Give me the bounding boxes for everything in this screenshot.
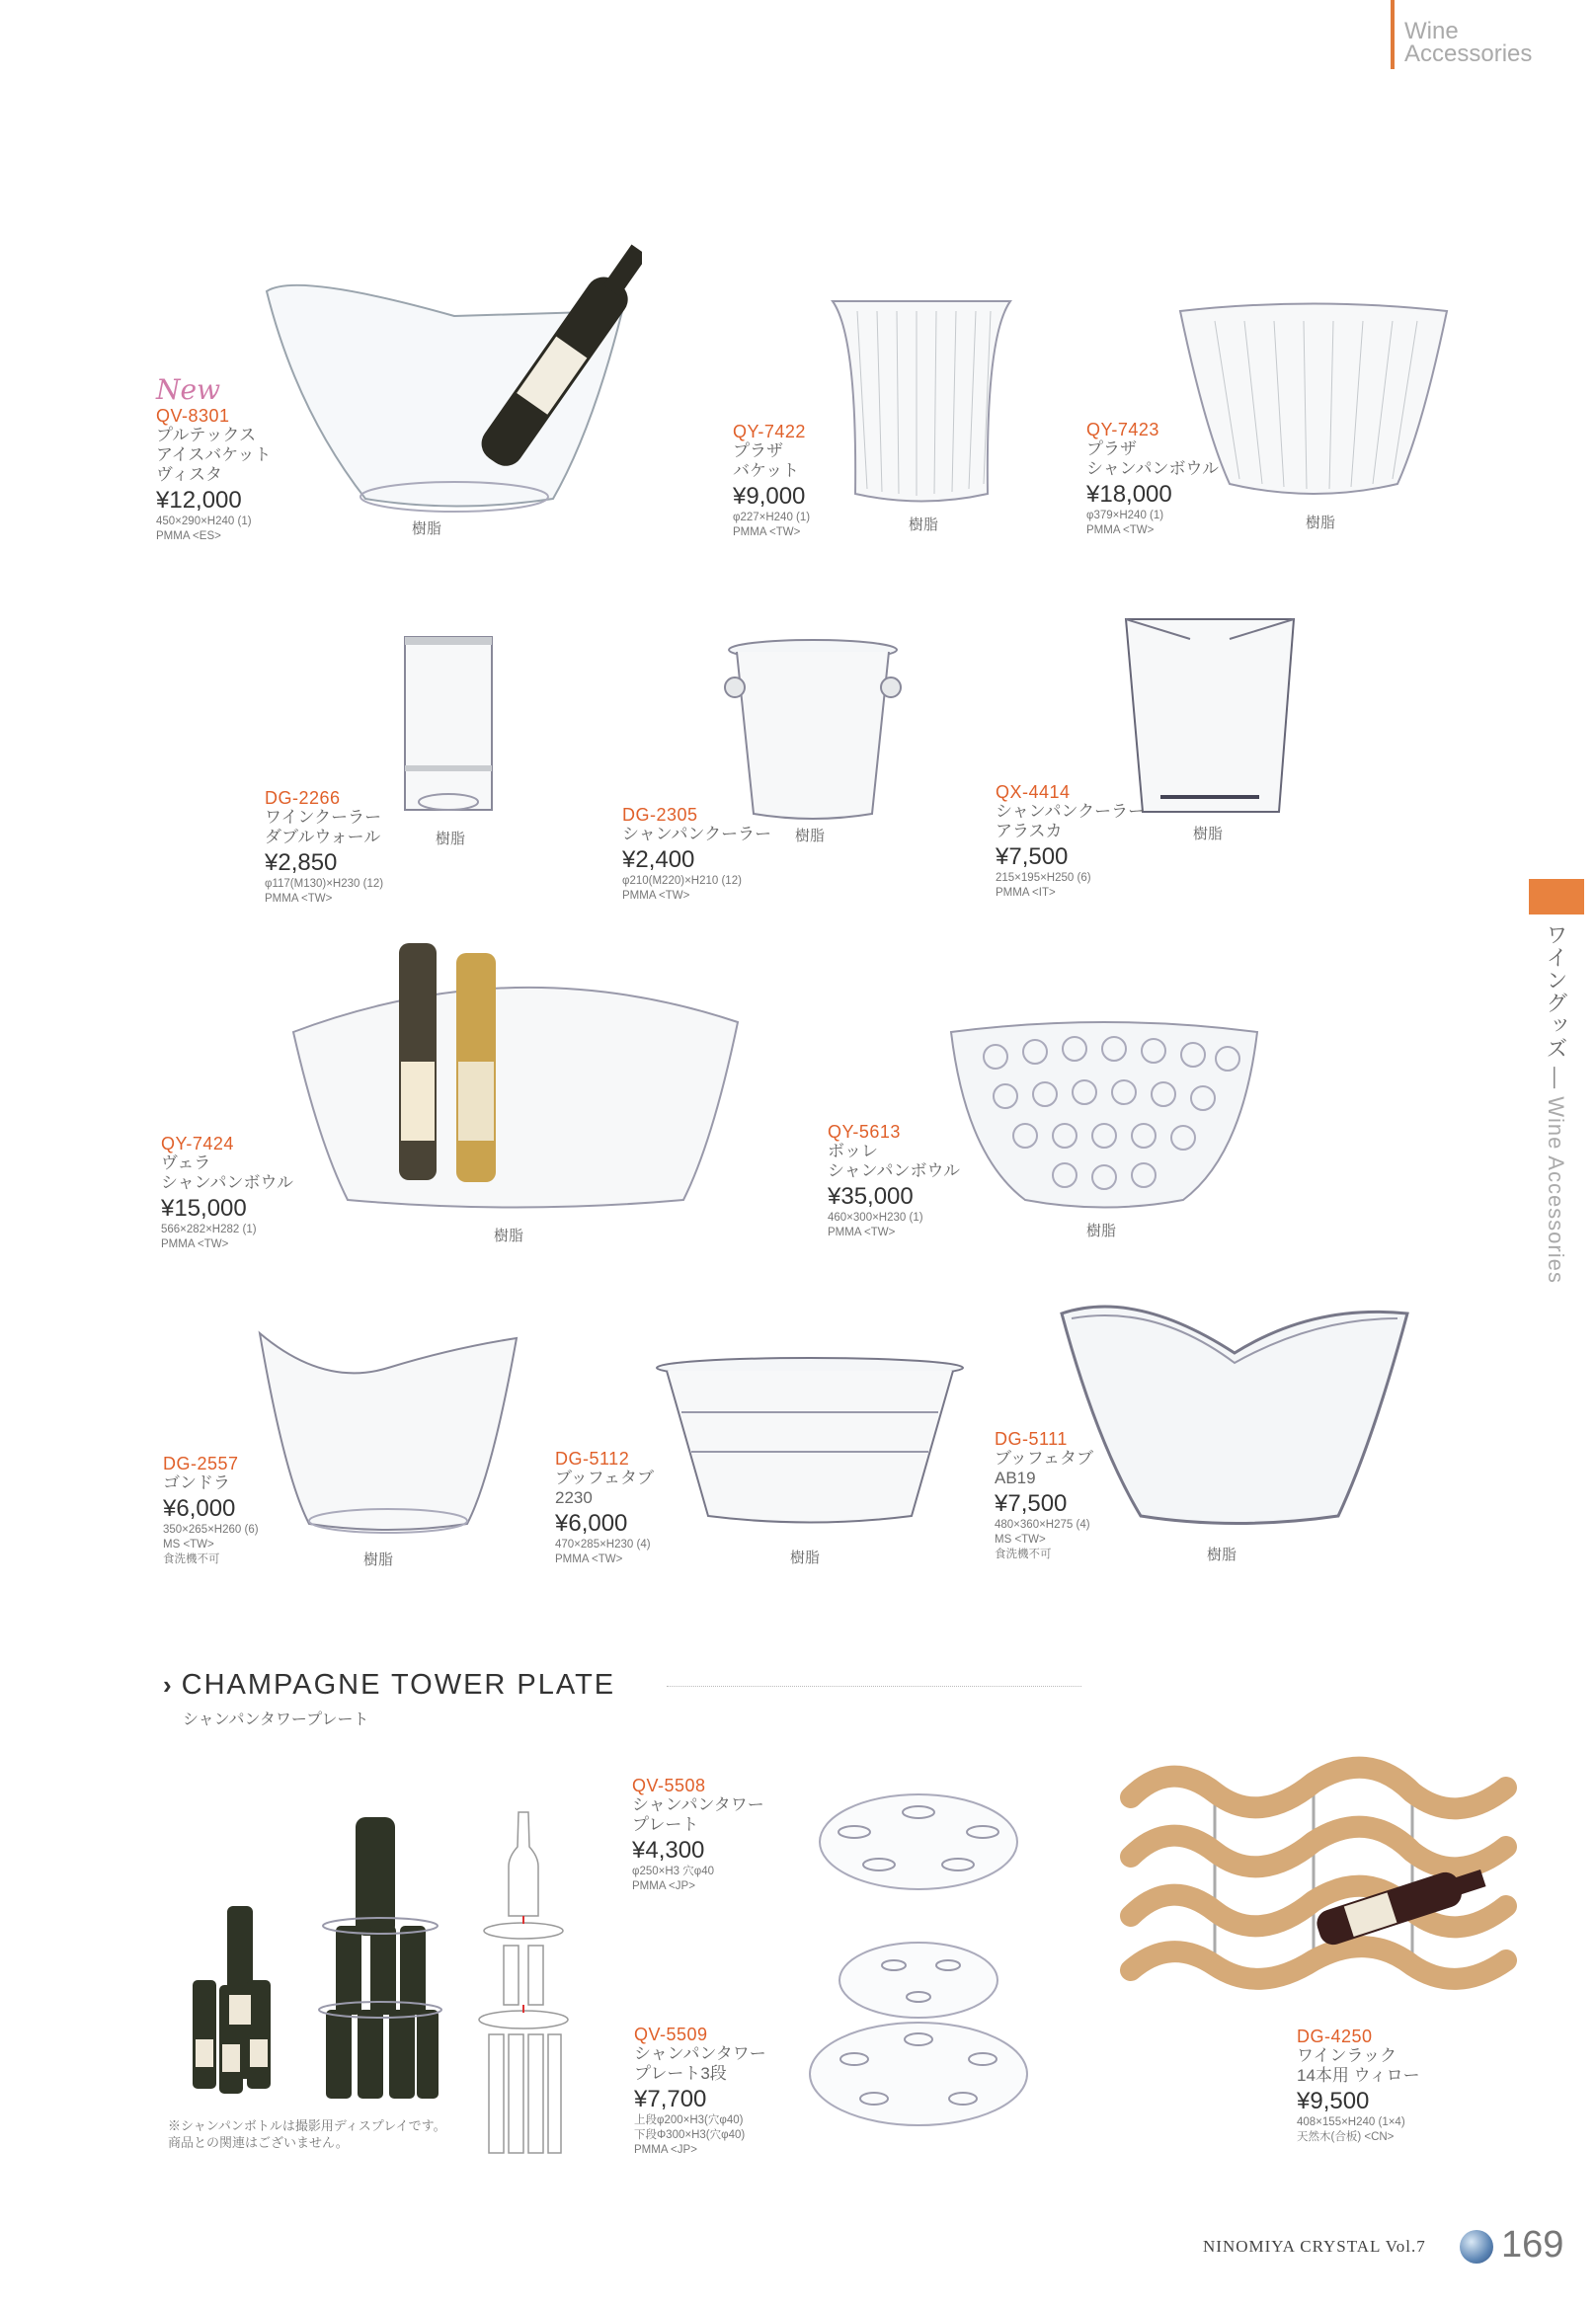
material-label: 樹脂 xyxy=(790,1550,821,1566)
product-code: QV-5508 xyxy=(632,1776,706,1795)
product-price: ¥7,500 xyxy=(996,843,1069,870)
tower-plate-3tier-image xyxy=(805,1936,1032,2133)
product-dg5111 xyxy=(995,1429,1093,1562)
product-spec: 215×195×H250 (6) PMMA <IT> xyxy=(996,872,1091,899)
product-qy5613 xyxy=(828,1122,960,1240)
product-spec: 566×282×H282 (1) PMMA <TW> xyxy=(161,1224,257,1250)
header-line-1: Wine xyxy=(1404,18,1459,44)
product-qy7424 xyxy=(161,1134,293,1252)
product-price: ¥7,700 xyxy=(634,2086,707,2112)
product-code: QY-7424 xyxy=(161,1134,234,1154)
material-label: 樹脂 xyxy=(494,1228,524,1244)
product-name: ブッフェタブ 2230 xyxy=(555,1469,654,1507)
product-price: ¥2,400 xyxy=(622,846,695,873)
product-price: ¥4,300 xyxy=(632,1837,705,1864)
material-label: 樹脂 xyxy=(412,520,442,537)
gondola-bucket-image xyxy=(255,1328,521,1536)
header-line-2: Accessories xyxy=(1404,40,1533,67)
side-index-tab xyxy=(1529,879,1584,915)
product-code: DG-2266 xyxy=(265,788,341,808)
footer-brand: NINOMIYA CRYSTAL Vol.7 xyxy=(1203,2237,1426,2256)
material-label: 樹脂 xyxy=(1086,1223,1117,1239)
product-spec: φ227×H240 (1) PMMA <TW> xyxy=(733,512,811,538)
product-code: DG-5112 xyxy=(555,1449,630,1469)
product-spec: φ250×H3 穴φ40 PMMA <JP> xyxy=(632,1866,715,1892)
display-note: ※シャンパンボトルは撮影用ディスプレイです。 商品との関連はございません。 xyxy=(168,2118,446,2150)
product-name: シャンパンタワー プレート3段 xyxy=(634,2044,766,2083)
product-name: ブッフェタブ AB19 xyxy=(995,1449,1093,1487)
product-name: プラザ シャンパンボウル xyxy=(1086,439,1219,478)
champagne-tower-display-image xyxy=(188,1807,444,2104)
material-label: 樹脂 xyxy=(436,831,466,847)
product-qy7422 xyxy=(733,422,810,540)
tower-plate-image xyxy=(810,1788,1027,1896)
product-name: ボッレ シャンパンボウル xyxy=(828,1142,960,1180)
champagne-cooler-alaska-image xyxy=(1121,614,1299,817)
product-dg2557 xyxy=(163,1454,259,1567)
buffet-tub-ab19-image xyxy=(1057,1294,1412,1526)
new-badge: New xyxy=(156,373,221,406)
bolle-champagne-bowl-image xyxy=(946,1017,1262,1215)
product-code: DG-2305 xyxy=(622,805,698,825)
material-label: 樹脂 xyxy=(909,517,939,533)
material-label: 樹脂 xyxy=(1193,826,1224,842)
product-qy7423 xyxy=(1086,420,1219,538)
section-title-text: CHAMPAGNE TOWER PLATE xyxy=(181,1669,616,1701)
product-code: DG-2557 xyxy=(163,1454,239,1473)
product-price: ¥6,000 xyxy=(163,1495,236,1522)
product-price: ¥9,000 xyxy=(733,483,806,510)
product-price: ¥12,000 xyxy=(156,487,242,514)
product-code: DG-4250 xyxy=(1297,2027,1373,2046)
product-qv8301 xyxy=(156,373,271,544)
product-name: ワインラック 14本用 ウィロー xyxy=(1297,2046,1420,2085)
side-label-jp: ワイングッズ xyxy=(1544,923,1568,1060)
product-spec: 408×155×H240 (1×4) 天然木(合板) <CN> xyxy=(1297,2116,1405,2143)
product-price: ¥2,850 xyxy=(265,849,338,876)
product-dg2305 xyxy=(622,805,771,904)
material-label: 樹脂 xyxy=(1207,1547,1237,1563)
product-name: シャンパンタワー プレート xyxy=(632,1795,764,1834)
chevron-right-icon: › xyxy=(163,1670,174,1700)
page-number: 169 xyxy=(1501,2224,1564,2266)
product-price: ¥35,000 xyxy=(828,1183,914,1210)
product-name: シャンパンクーラー アラスカ xyxy=(996,802,1146,840)
product-price: ¥7,500 xyxy=(995,1490,1068,1517)
product-name: ヴェラ シャンパンボウル xyxy=(161,1154,293,1192)
product-code: DG-5111 xyxy=(995,1429,1068,1449)
buffet-tub-2230-image xyxy=(647,1353,973,1526)
product-spec: 350×265×H260 (6) MS <TW> 食洗機不可 xyxy=(163,1524,259,1565)
wine-rack-willow-image xyxy=(1116,1753,1521,1990)
product-price: ¥18,000 xyxy=(1086,481,1172,508)
side-label-dash: — xyxy=(1544,1067,1568,1090)
side-index-label xyxy=(1541,923,1571,1284)
product-name: プルテックス アイスバケット ヴィスタ xyxy=(156,426,272,484)
champagne-cooler-image xyxy=(719,638,907,821)
product-code: QX-4414 xyxy=(996,782,1071,802)
product-code: QV-8301 xyxy=(156,406,230,426)
section-header xyxy=(1404,20,1532,65)
plaza-bucket-image xyxy=(828,296,1015,509)
product-spec: 460×300×H230 (1) PMMA <TW> xyxy=(828,1212,923,1238)
product-qx4414 xyxy=(996,782,1145,901)
product-price: ¥6,000 xyxy=(555,1510,628,1537)
champagne-tower-diagram xyxy=(474,1807,573,2163)
product-code: QY-5613 xyxy=(828,1122,901,1142)
product-price: ¥15,000 xyxy=(161,1195,247,1222)
product-dg2266 xyxy=(265,788,383,907)
product-spec: φ379×H240 (1) PMMA <TW> xyxy=(1086,510,1164,536)
section-divider xyxy=(667,1686,1081,1687)
material-label: 樹脂 xyxy=(363,1551,394,1568)
material-label: 樹脂 xyxy=(1306,515,1336,531)
header-accent-bar xyxy=(1391,0,1395,69)
vera-champagne-bowl-image xyxy=(288,943,743,1215)
wine-cooler-double-wall-image xyxy=(400,632,499,820)
product-spec: 470×285×H230 (4) PMMA <TW> xyxy=(555,1539,651,1565)
product-dg5112 xyxy=(555,1449,654,1567)
side-label-en: Wine Accessories xyxy=(1544,1096,1568,1284)
product-qv5509 xyxy=(634,2025,766,2158)
product-spec: φ117(M130)×H230 (12) PMMA <TW> xyxy=(265,878,384,905)
product-spec: 上段φ200×H3(穴φ40) 下段Φ300×H3(穴φ40) PMMA <JP> xyxy=(634,2114,746,2156)
ice-bucket-vista-image xyxy=(257,232,642,518)
product-spec: 480×360×H275 (4) MS <TW> 食洗機不可 xyxy=(995,1519,1090,1560)
product-name: ゴンドラ xyxy=(163,1473,230,1492)
product-code: QY-7422 xyxy=(733,422,806,441)
product-name: ワインクーラー ダブルウォール xyxy=(265,808,382,846)
section-subtitle: シャンパンタワープレート xyxy=(183,1711,369,1728)
product-code: QY-7423 xyxy=(1086,420,1159,439)
product-name: プラザ バケット xyxy=(733,441,800,480)
product-name: シャンパンクーラー xyxy=(622,825,772,843)
product-spec: φ210(M220)×H210 (12) PMMA <TW> xyxy=(622,875,742,902)
product-dg4250 xyxy=(1297,2027,1420,2145)
product-price: ¥9,500 xyxy=(1297,2088,1370,2114)
product-qv5508 xyxy=(632,1776,764,1894)
product-spec: 450×290×H240 (1) PMMA <ES> xyxy=(156,516,252,542)
product-code: QV-5509 xyxy=(634,2025,708,2044)
material-label: 樹脂 xyxy=(795,828,826,844)
globe-icon xyxy=(1460,2230,1493,2264)
section-title xyxy=(163,1669,615,1702)
